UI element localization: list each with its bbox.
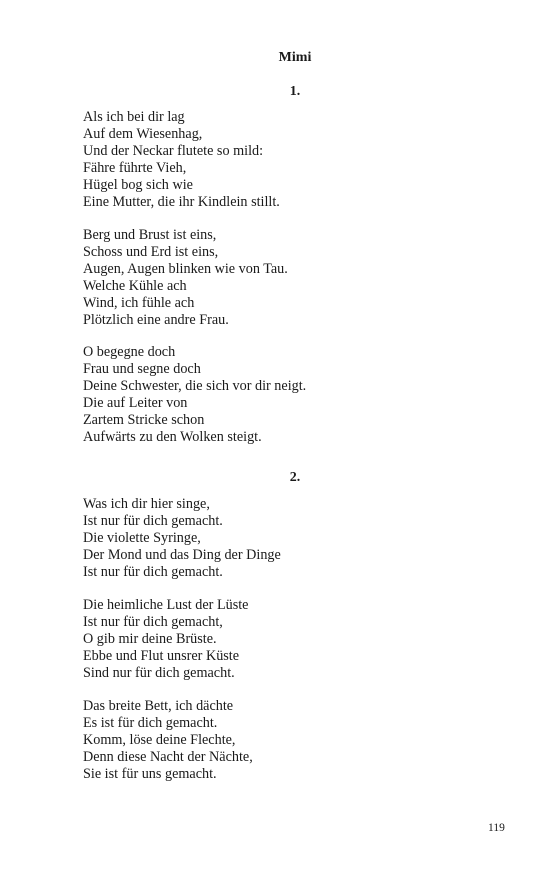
poem-line: Augen, Augen blinken wie von Tau. (83, 261, 288, 277)
stanza-1-2 (83, 227, 503, 329)
poem-line: Es ist für dich gemacht. (83, 715, 218, 731)
poem-line: O begegne doch (83, 344, 176, 360)
poem-line: Deine Schwester, die sich vor dir neigt. (83, 378, 307, 394)
page-number: 119 (488, 822, 505, 834)
poem-line: O gib mir deine Brüste. (83, 631, 217, 647)
poem-line: Schoss und Erd ist eins, (83, 244, 219, 260)
stanza-1-3 (83, 344, 503, 446)
poem-line: Was ich dir hier singe, (83, 496, 210, 512)
poem-line: Die auf Leiter von (83, 395, 188, 411)
stanza-2-2 (83, 597, 503, 682)
stanza-2-1 (83, 496, 503, 581)
poem-line: Denn diese Nacht der Nächte, (83, 749, 253, 765)
poem-line: Ebbe und Flut unsrer Küste (83, 648, 240, 664)
poem-line: Hügel bog sich wie (83, 177, 193, 193)
poem-line: Auf dem Wiesenhag, (83, 126, 203, 142)
stanza-1-1 (83, 109, 503, 211)
poem-line: Wind, ich fühle ach (83, 295, 195, 311)
poem-line: Das breite Bett, ich dächte (83, 698, 234, 714)
poem-line: Zartem Stricke schon (83, 412, 205, 428)
poem-line: Plötzlich eine andre Frau. (83, 312, 229, 328)
poem-line: Berg und Brust ist eins, (83, 227, 217, 243)
poem-line: Als ich bei dir lag (83, 109, 185, 125)
poem-line: Sie ist für uns gemacht. (83, 766, 217, 782)
poem-line: Die violette Syringe, (83, 530, 201, 546)
poem-line: Und der Neckar flutete so mild: (83, 143, 264, 159)
poem-line: Ist nur für dich gemacht. (83, 513, 223, 529)
poem-title: Mimi (278, 50, 312, 65)
poem-line: Komm, löse deine Flechte, (83, 732, 236, 748)
poem-line: Sind nur für dich gemacht. (83, 665, 235, 681)
poem-line: Eine Mutter, die ihr Kindlein stillt. (83, 194, 280, 210)
section-number-2: 2. (289, 470, 301, 485)
poem-line: Aufwärts zu den Wolken steigt. (83, 429, 262, 445)
poem-line: Die heimliche Lust der Lüste (83, 597, 249, 613)
section-number-1: 1. (289, 84, 301, 99)
poem-line: Ist nur für dich gemacht, (83, 614, 223, 630)
poem-line: Welche Kühle ach (83, 278, 187, 294)
poem-line: Fähre führte Vieh, (83, 160, 187, 176)
poem-line: Frau und segne doch (83, 361, 201, 377)
poem-line: Der Mond und das Ding der Dinge (83, 547, 281, 563)
poem-line: Ist nur für dich gemacht. (83, 564, 223, 580)
stanza-2-3 (83, 698, 503, 783)
